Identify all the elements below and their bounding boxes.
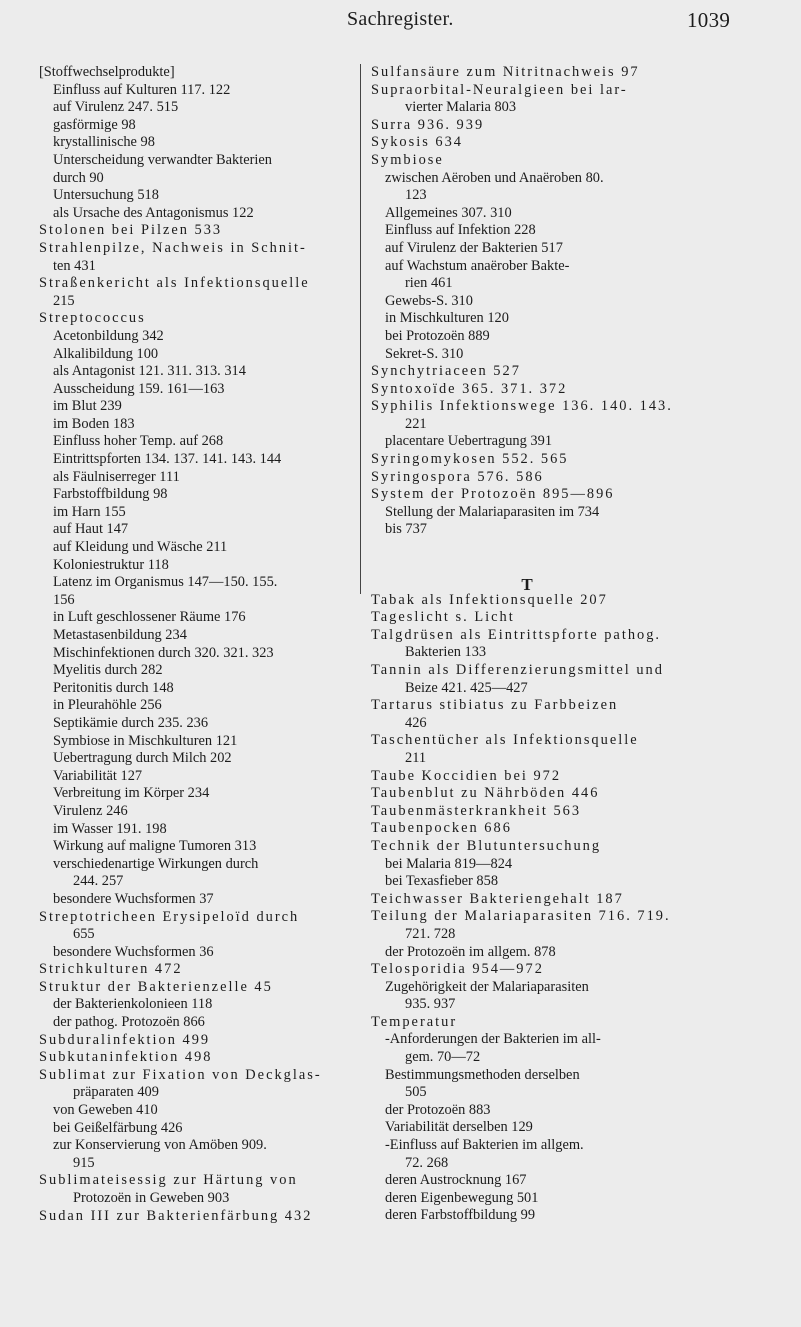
index-entry-line: krystallinische 98 bbox=[53, 134, 155, 151]
index-entry-line: Teichwasser Bakteriengehalt 187 bbox=[371, 890, 624, 907]
index-entry-line: als Fäulniserreger 111 bbox=[53, 468, 180, 485]
index-entry-line: 505 bbox=[405, 1084, 427, 1101]
index-entry-line: als Ursache des Antagonismus 122 bbox=[53, 204, 254, 221]
index-column-left bbox=[39, 64, 350, 1225]
index-entry-line: Septikämie durch 235. 236 bbox=[53, 714, 209, 731]
index-entry-line: deren Farbstoffbildung 99 bbox=[385, 1207, 536, 1224]
index-entry-line: in Luft geschlossener Räume 176 bbox=[53, 609, 246, 626]
index-entry-line: 215 bbox=[53, 292, 75, 309]
index-entry-line: bis 737 bbox=[385, 521, 427, 538]
running-header-title: Sachregister. bbox=[347, 8, 454, 30]
index-entry-line: 72. 268 bbox=[405, 1154, 449, 1171]
index-entry-line: zur Konservierung von Amöben 909. bbox=[53, 1137, 267, 1154]
index-entry-line: Ausscheidung 159. 161—163 bbox=[53, 380, 225, 397]
index-entry-line: Tageslicht s. Licht bbox=[371, 609, 515, 626]
index-entry-line: Supraorbital-Neuralgieen bei lar- bbox=[371, 81, 628, 98]
index-entry-line: im Boden 183 bbox=[53, 415, 135, 432]
index-entry-line: Wirkung auf maligne Tumoren 313 bbox=[53, 838, 257, 855]
index-column-right bbox=[371, 64, 683, 1225]
index-entry-line: Tartarus stibiatus zu Farbbeizen bbox=[371, 697, 619, 714]
index-entry-line: zwischen Aëroben und Anaëroben 80. bbox=[385, 169, 604, 186]
index-entry-line: vierter Malaria 803 bbox=[405, 99, 517, 116]
index-entry-line: Surra 936. 939 bbox=[371, 116, 485, 133]
index-entry-line: [Stoffwechselprodukte] bbox=[39, 64, 175, 80]
index-entry-line: Symbiose bbox=[371, 151, 444, 168]
index-entry-line: der Bakterienkolonieen 118 bbox=[53, 996, 213, 1013]
index-entry-line: Subkutaninfektion 498 bbox=[39, 1049, 213, 1066]
index-entry-line: besondere Wuchsformen 37 bbox=[53, 890, 214, 907]
index-entry-line: durch 90 bbox=[53, 169, 104, 186]
index-entry-line: als Antagonist 121. 311. 313. 314 bbox=[53, 363, 246, 380]
index-entry-line: Untersuchung 518 bbox=[53, 187, 159, 204]
index-entry-line: Synchytriaceen 527 bbox=[371, 363, 521, 380]
index-entry-line: Technik der Blutuntersuchung bbox=[371, 837, 602, 854]
index-entry-line: Bestimmungsmethoden derselben bbox=[385, 1066, 580, 1083]
index-entry-line: Taubenpocken 686 bbox=[371, 820, 512, 837]
index-entry-line: der Protozoën 883 bbox=[385, 1101, 491, 1118]
index-entry-line: Koloniestruktur 118 bbox=[53, 556, 169, 573]
index-entry-line: Farbstoffbildung 98 bbox=[53, 486, 168, 503]
index-entry-line: Straßenkericht als Infektionsquelle bbox=[39, 275, 310, 292]
index-entry-line: Sekret-S. 310 bbox=[385, 345, 464, 362]
index-entry-line: 244. 257 bbox=[73, 873, 124, 890]
index-entry-line: bei Protozoën 889 bbox=[385, 327, 490, 344]
index-entry-line: 156 bbox=[53, 591, 75, 608]
index-entry-line: Sykosis 634 bbox=[371, 134, 463, 151]
index-entry-line: auf Virulenz der Bakterien 517 bbox=[385, 239, 563, 256]
index-entry-line: präparaten 409 bbox=[73, 1084, 159, 1101]
index-entry-line: Taubenblut zu Nährböden 446 bbox=[371, 785, 600, 802]
index-entry-line: -Anforderungen der Bakterien im all- bbox=[385, 1031, 601, 1048]
index-entry-line: Metastasenbildung 234 bbox=[53, 627, 187, 643]
index-entry-line: gasförmige 98 bbox=[53, 116, 136, 133]
index-entry-line: System der Protozoën 895—896 bbox=[371, 486, 615, 503]
index-entry-line: besondere Wuchsformen 36 bbox=[53, 943, 214, 960]
index-entry-line: Subduralinfektion 499 bbox=[39, 1031, 211, 1048]
index-entry-line: Taubenmästerkrankheit 563 bbox=[371, 802, 582, 819]
index-entry-line: Beize 421. 425—427 bbox=[405, 679, 528, 696]
index-entry-line: Uebertragung durch Milch 202 bbox=[53, 750, 232, 767]
index-entry-line: Temperatur bbox=[371, 1013, 458, 1030]
index-entry-line: Streptotricheen Erysipeloïd durch bbox=[39, 908, 300, 925]
index-entry-line: placentare Uebertragung 391 bbox=[385, 433, 553, 450]
index-entry-line: von Geweben 410 bbox=[53, 1102, 158, 1119]
index-entry-line: Einfluss auf Infektion 228 bbox=[385, 222, 536, 239]
index-entry-line: 211 bbox=[405, 749, 427, 766]
index-entry-line: Sublimat zur Fixation von Deckglas- bbox=[39, 1066, 322, 1083]
index-entry-line: gem. 70—72 bbox=[405, 1049, 481, 1066]
index-entry-line: 123 bbox=[405, 187, 427, 204]
index-entry-line: Talgdrüsen als Eintrittspforte pathog. bbox=[371, 626, 662, 643]
index-entry-line: Peritonitis durch 148 bbox=[53, 679, 174, 696]
index-entry-line: Latenz im Organismus 147—150. 155. bbox=[53, 574, 278, 591]
index-entry-line: auf Virulenz 247. 515 bbox=[53, 99, 179, 116]
index-entry-line: Struktur der Bakterienzelle 45 bbox=[39, 978, 273, 995]
index-entry-line: Syphilis Infektionswege 136. 140. 143. bbox=[371, 398, 673, 415]
index-entry-line: bei Malaria 819—824 bbox=[385, 855, 513, 872]
index-entry-line: Einfluss auf Kulturen 117. 122 bbox=[53, 81, 231, 98]
index-entry-line: Gewebs-S. 310 bbox=[385, 292, 473, 309]
index-entry-line: auf Haut 147 bbox=[53, 521, 129, 538]
index-entry-line: 221 bbox=[405, 415, 427, 432]
index-entry-line: Protozoën in Geweben 903 bbox=[73, 1190, 230, 1206]
index-entry-line: 721. 728 bbox=[405, 925, 456, 942]
index-entry-line: Bakterien 133 bbox=[405, 644, 487, 661]
page-number: 1039 bbox=[687, 8, 731, 32]
index-entry-line: Stolonen bei Pilzen 533 bbox=[39, 222, 223, 239]
index-entry-line: der Protozoën im allgem. 878 bbox=[385, 943, 556, 960]
index-entry-line: rien 461 bbox=[405, 275, 453, 292]
index-entry-line: im Blut 239 bbox=[53, 398, 122, 415]
index-entry-line: Syringomykosen 552. 565 bbox=[371, 451, 569, 468]
index-entry-line: Sublimateisessig zur Härtung von bbox=[39, 1172, 298, 1189]
spacer bbox=[371, 539, 683, 572]
index-entry-line: 915 bbox=[73, 1154, 95, 1171]
index-entry-line: Sudan III zur Bakterienfärbung 432 bbox=[39, 1207, 313, 1224]
index-entry-line: ten 431 bbox=[53, 257, 96, 274]
column-divider bbox=[360, 64, 361, 594]
index-entry-line: Virulenz 246 bbox=[53, 802, 128, 819]
index-entry-line: Tabak als Infektionsquelle 207 bbox=[371, 591, 608, 608]
index-entry-line: Stellung der Malariaparasiten im 734 bbox=[385, 503, 600, 520]
index-entry-line: auf Kleidung und Wäsche 211 bbox=[53, 539, 228, 556]
index-entry-line: bei Geißelfärbung 426 bbox=[53, 1119, 183, 1136]
index-entry-line: Variabilität derselben 129 bbox=[385, 1119, 533, 1136]
index-entry-line: verschiedenartige Wirkungen durch bbox=[53, 855, 259, 872]
index-entry-line: bei Texasfieber 858 bbox=[385, 873, 499, 890]
index-entry-line: Strahlenpilze, Nachweis in Schnit- bbox=[39, 239, 307, 256]
index-entry-line: Zugehörigkeit der Malariaparasiten bbox=[385, 978, 589, 995]
index-entry-line: Syringospora 576. 586 bbox=[371, 468, 544, 485]
index-entry-line: deren Austrocknung 167 bbox=[385, 1172, 527, 1189]
index-entry-line: Einfluss hoher Temp. auf 268 bbox=[53, 433, 224, 450]
index-entry-line: in Mischkulturen 120 bbox=[385, 310, 509, 327]
index-entry-line: deren Eigenbewegung 501 bbox=[385, 1189, 539, 1206]
index-entry-line: Myelitis durch 282 bbox=[53, 662, 163, 679]
index-entry-line: der pathog. Protozoën 866 bbox=[53, 1014, 205, 1031]
index-entry-line: im Harn 155 bbox=[53, 503, 126, 520]
index-entry-line: Allgemeines 307. 310 bbox=[385, 204, 512, 221]
index-entry-line: Eintrittspforten 134. 137. 141. 143. 144 bbox=[53, 451, 282, 468]
index-entry-line: Syntoxoïde 365. 371. 372 bbox=[371, 380, 568, 397]
index-entry-line: Telosporidia 954—972 bbox=[371, 961, 544, 978]
index-entry-line: im Wasser 191. 198 bbox=[53, 820, 167, 837]
index-entry-line: Taube Koccidien bei 972 bbox=[371, 767, 562, 784]
index-entry-line: 426 bbox=[405, 714, 427, 731]
index-entry-line: Verbreitung im Körper 234 bbox=[53, 785, 210, 802]
index-entry-line: Strichkulturen 472 bbox=[39, 961, 183, 978]
index-entry-line: Mischinfektionen durch 320. 321. 323 bbox=[53, 644, 274, 661]
section-letter: T bbox=[521, 575, 533, 595]
index-entry-line: Acetonbildung 342 bbox=[53, 327, 164, 344]
index-entry-line: 935. 937 bbox=[405, 996, 456, 1013]
index-entry-line: auf Wachstum anaërober Bakte- bbox=[385, 257, 570, 274]
index-entry-line: -Einfluss auf Bakterien im allgem. bbox=[385, 1137, 584, 1154]
index-entry-line: Alkalibildung 100 bbox=[53, 345, 159, 362]
index-entry-line: Symbiose in Mischkulturen 121 bbox=[53, 732, 238, 749]
index-entry-line: Taschentücher als Infektionsquelle bbox=[371, 732, 639, 749]
index-entry-line: Tannin als Differenzierungsmittel und bbox=[371, 662, 664, 678]
index-entry-line: in Pleurahöhle 256 bbox=[53, 697, 162, 714]
index-entry-line: 655 bbox=[73, 926, 95, 943]
index-entry-line: Unterscheidung verwandter Bakterien bbox=[53, 151, 272, 168]
index-entry-line: Sulfansäure zum Nitritnachweis 97 bbox=[371, 64, 640, 80]
index-entry-line: Streptococcus bbox=[39, 310, 146, 327]
index-entry-line: Teilung der Malariaparasiten 716. 719. bbox=[371, 908, 671, 925]
index-entry-line: Variabilität 127 bbox=[53, 767, 143, 784]
